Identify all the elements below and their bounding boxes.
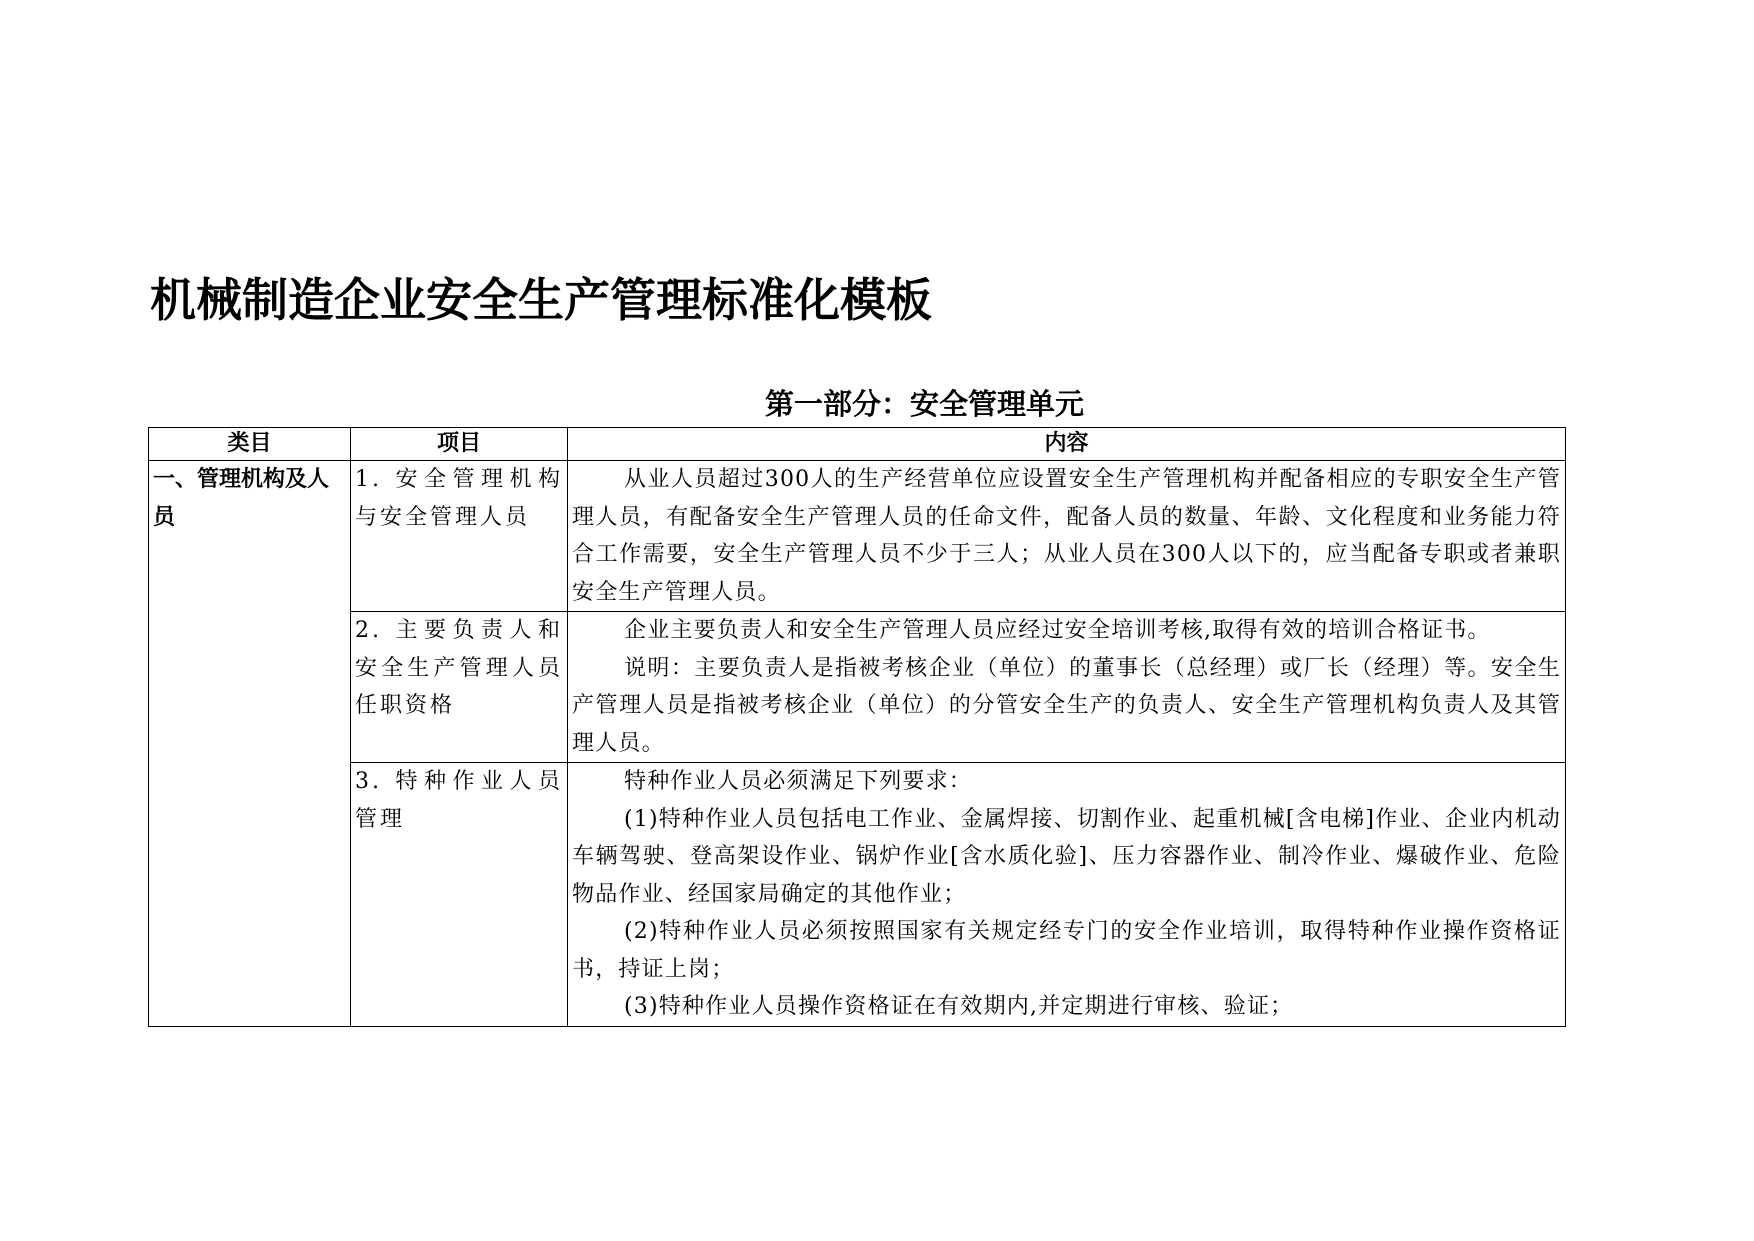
table-row: [149, 763, 1566, 1027]
table-row: [149, 612, 1566, 763]
header-category: 类目: [149, 428, 351, 461]
item-cell: [351, 612, 568, 763]
content-paragraph: (2)特种作业人员必须按照国家有关规定经专门的安全作业培训，取得特种作业操作资格证书，持证上岗；: [572, 919, 1561, 982]
content-cell: [568, 461, 1566, 612]
content-cell: [568, 612, 1566, 763]
table-header-row: [149, 428, 1566, 461]
category-label: 一、管理机构及人员: [153, 467, 330, 530]
category-cell: [149, 461, 351, 1027]
content-cell: [568, 763, 1566, 1027]
item-cell: [351, 461, 568, 612]
content-paragraph: 企业主要负责人和安全生产管理人员应经过安全培训考核,取得有效的培训合格证书。: [624, 618, 1491, 643]
item-label: 2. 主要负责人和安全生产管理人员任职资格: [355, 618, 563, 718]
header-content: 内容: [568, 428, 1566, 461]
item-label: 3. 特种作业人员管理: [355, 769, 563, 832]
section-title: 第一部分：安全管理单元: [764, 387, 1084, 421]
item-cell: [351, 763, 568, 1027]
content-paragraph: 特种作业人员必须满足下列要求：: [624, 769, 973, 794]
standards-table: [148, 427, 1566, 1027]
table-row: [149, 461, 1566, 612]
content-paragraph: (3)特种作业人员操作资格证在有效期内,并定期进行审核、验证；: [624, 994, 1294, 1019]
header-item: 项目: [351, 428, 568, 461]
content-paragraph: 从业人员超过300人的生产经营单位应设置安全生产管理机构并配备相应的专职安全生产管理人员，有配备安全生产管理人员的任命文件，配备人员的数量、年龄、文化程度和业务能力符合工作需要，安全生产管理人员不少于三人；从业人员在300人以下的，应当配备专职或者兼职安全生产管理人员。: [572, 467, 1561, 605]
document-title: 机械制造企业安全生产管理标准化模板: [150, 273, 932, 327]
content-paragraph: 说明：主要负责人是指被考核企业（单位）的董事长（总经理）或厂长（经理）等。安全生产管理人员是指被考核企业（单位）的分管安全生产的负责人、安全生产管理机构负责人及其管理人员。: [572, 655, 1561, 756]
item-label: 1. 安全管理机构与安全管理人员: [355, 467, 563, 530]
content-paragraph: (1)特种作业人员包括电工作业、金属焊接、切割作业、起重机械[含电梯]作业、企业内机动车辆驾驶、登高架设作业、锅炉作业[含水质化验]、压力容器作业、制冷作业、爆破作业、危险物品作业、经国家局确定的其他作业；: [572, 806, 1561, 907]
